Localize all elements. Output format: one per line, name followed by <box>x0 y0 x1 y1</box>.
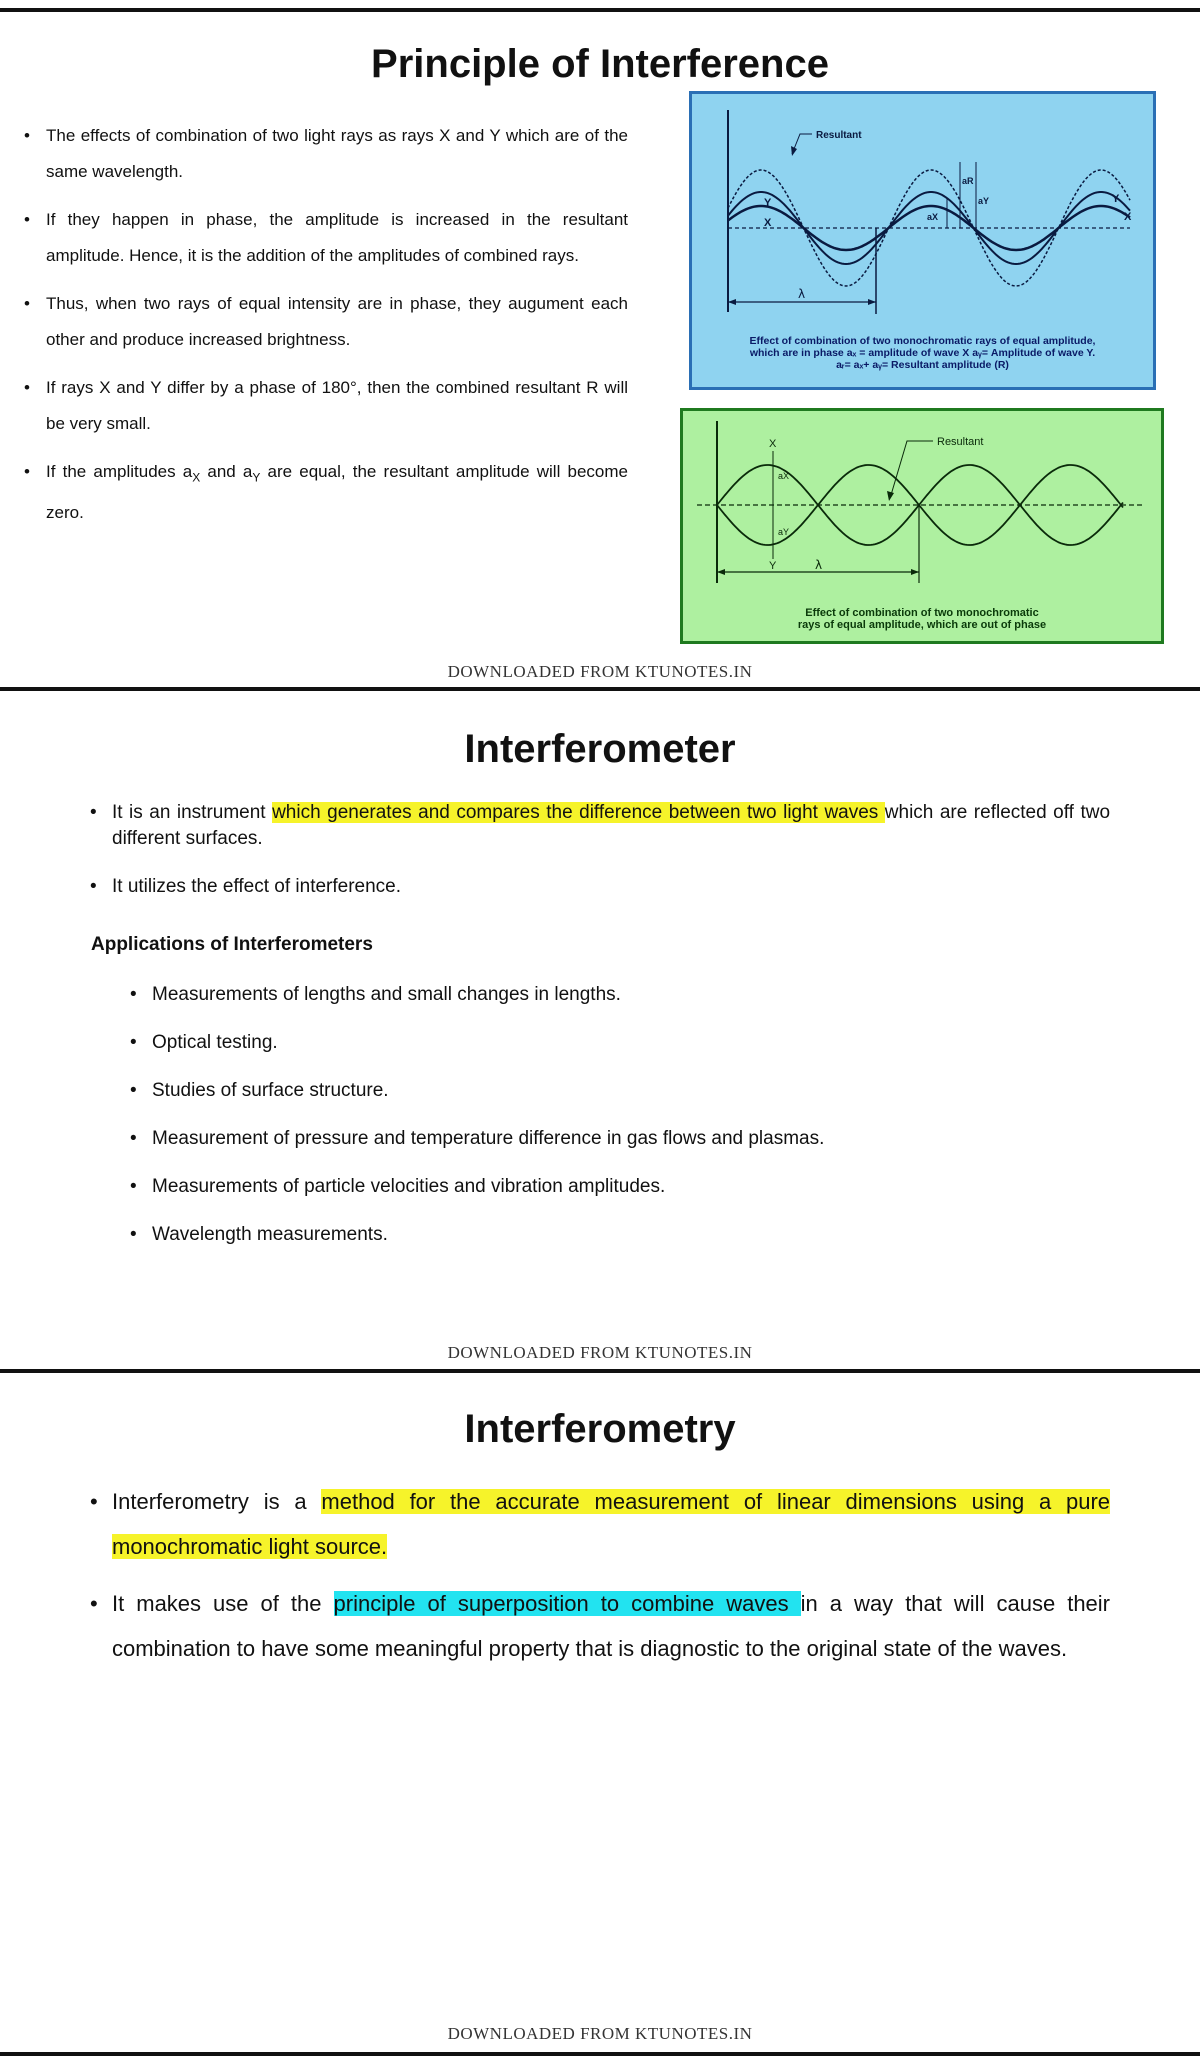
resultant-wave <box>728 170 1130 286</box>
application-item: • Wavelength measurements. <box>130 1223 1130 1247</box>
label-lambda: λ <box>798 287 806 301</box>
label-x-2: X <box>769 438 777 450</box>
figure-out-of-phase <box>680 408 1164 644</box>
slide1-bullet-1: • The effects of combination of two light rays as rays X and Y which are of the same wavelength. <box>24 118 628 190</box>
top-border <box>0 8 1200 12</box>
slide1-bullet-4: • If rays X and Y differ by a phase of 180°, then the combined resultant R will be very small. <box>24 370 628 442</box>
label-y-left: Y <box>764 197 772 209</box>
slide2-bullet-1: • It is an instrument which generates and compares the difference between two light waves which are reflected off two different surfaces. <box>90 800 1110 852</box>
application-item: • Optical testing. <box>130 1031 1130 1055</box>
label-lambda-2: λ <box>815 558 823 572</box>
slide3-footer: DOWNLOADED FROM KTUNOTES.IN <box>447 2024 753 2043</box>
label-resultant: Resultant <box>816 130 862 141</box>
bottom-border <box>0 2052 1200 2056</box>
slide3-title: Interferometry <box>464 1407 736 1451</box>
slide1-bullet-3: • Thus, when two rays of equal intensity are in phase, they augument each other and produce increased brightness. <box>24 286 628 358</box>
label-ax: aX <box>927 212 939 222</box>
applications-list <box>130 983 1130 1271</box>
label-ax-2: aX <box>778 471 790 481</box>
figure-in-phase <box>689 91 1156 390</box>
application-item: • Studies of surface structure. <box>130 1079 1130 1103</box>
slide1-title: Principle of Interference <box>371 42 829 86</box>
slide-divider-2 <box>0 1369 1200 1373</box>
label-ar: aR <box>962 176 974 186</box>
label-ay: aY <box>978 196 990 206</box>
label-ay-2: aY <box>778 527 790 537</box>
highlight-superposition: principle of superposition to combine waves <box>333 1591 801 1616</box>
highlight-instrument-definition: which generates and compares the difference between two light waves <box>272 802 885 823</box>
slide1-bullets <box>24 118 628 531</box>
slide3-bullet-2: • It makes use of the principle of superposition to combine waves in a way that will cause their combination to have some meaningful property that is diagnostic to the original state of the waves. <box>90 1581 1110 1671</box>
highlight-measurement-method: method for the accurate measurement of linear dimensions using a pure monochromatic light source. <box>112 1489 1111 1559</box>
figure-out-of-phase-caption: Effect of combination of two monochromatic rays of equal amplitude, which are out of phase <box>797 607 1047 631</box>
slide3-bullets <box>90 1479 1110 1683</box>
slide1-bullet-5: • If the amplitudes $a_X$ and $a_Y$ are equal, the resultant amplitude will become zero. <box>24 454 628 531</box>
label-y-2: Y <box>769 560 777 572</box>
label-x-right: X <box>1124 211 1132 223</box>
application-item: • Measurements of particle velocities and vibration amplitudes. <box>130 1175 1130 1199</box>
slide2-title: Interferometer <box>464 727 736 771</box>
slide2-bullets <box>90 800 1110 922</box>
slide2-footer: DOWNLOADED FROM KTUNOTES.IN <box>447 1343 753 1362</box>
slide3-bullet-1: • Interferometry is a method for the accurate measurement of linear dimensions using a pure monochromatic light source. <box>90 1479 1110 1569</box>
slide1-bullet-2: • If they happen in phase, the amplitude is increased in the resultant amplitude. Hence, it is the addition of the amplitudes of combined rays. <box>24 202 628 274</box>
label-resultant-2: Resultant <box>937 436 984 448</box>
applications-heading: Applications of Interferometers <box>91 934 373 955</box>
slide2-bullet-2: • It utilizes the effect of interference. <box>90 874 1110 900</box>
slide-divider-1 <box>0 687 1200 691</box>
label-y-right: Y <box>1112 193 1120 205</box>
figure-in-phase-caption: Effect of combination of two monochromatic rays of equal amplitude, which are in phase aₓ = amplitude of wave X aᵧ= Amplitude of wave Y. aᵣ= aₓ+ aᵧ= Resultant amplitude (R) <box>749 335 1096 371</box>
application-item: • Measurement of pressure and temperature difference in gas flows and plasmas. <box>130 1127 1130 1151</box>
label-x-left: X <box>764 217 772 229</box>
application-item: • Measurements of lengths and small changes in lengths. <box>130 983 1130 1007</box>
wave-y <box>728 192 1130 264</box>
slide1-footer: DOWNLOADED FROM KTUNOTES.IN <box>447 662 753 681</box>
